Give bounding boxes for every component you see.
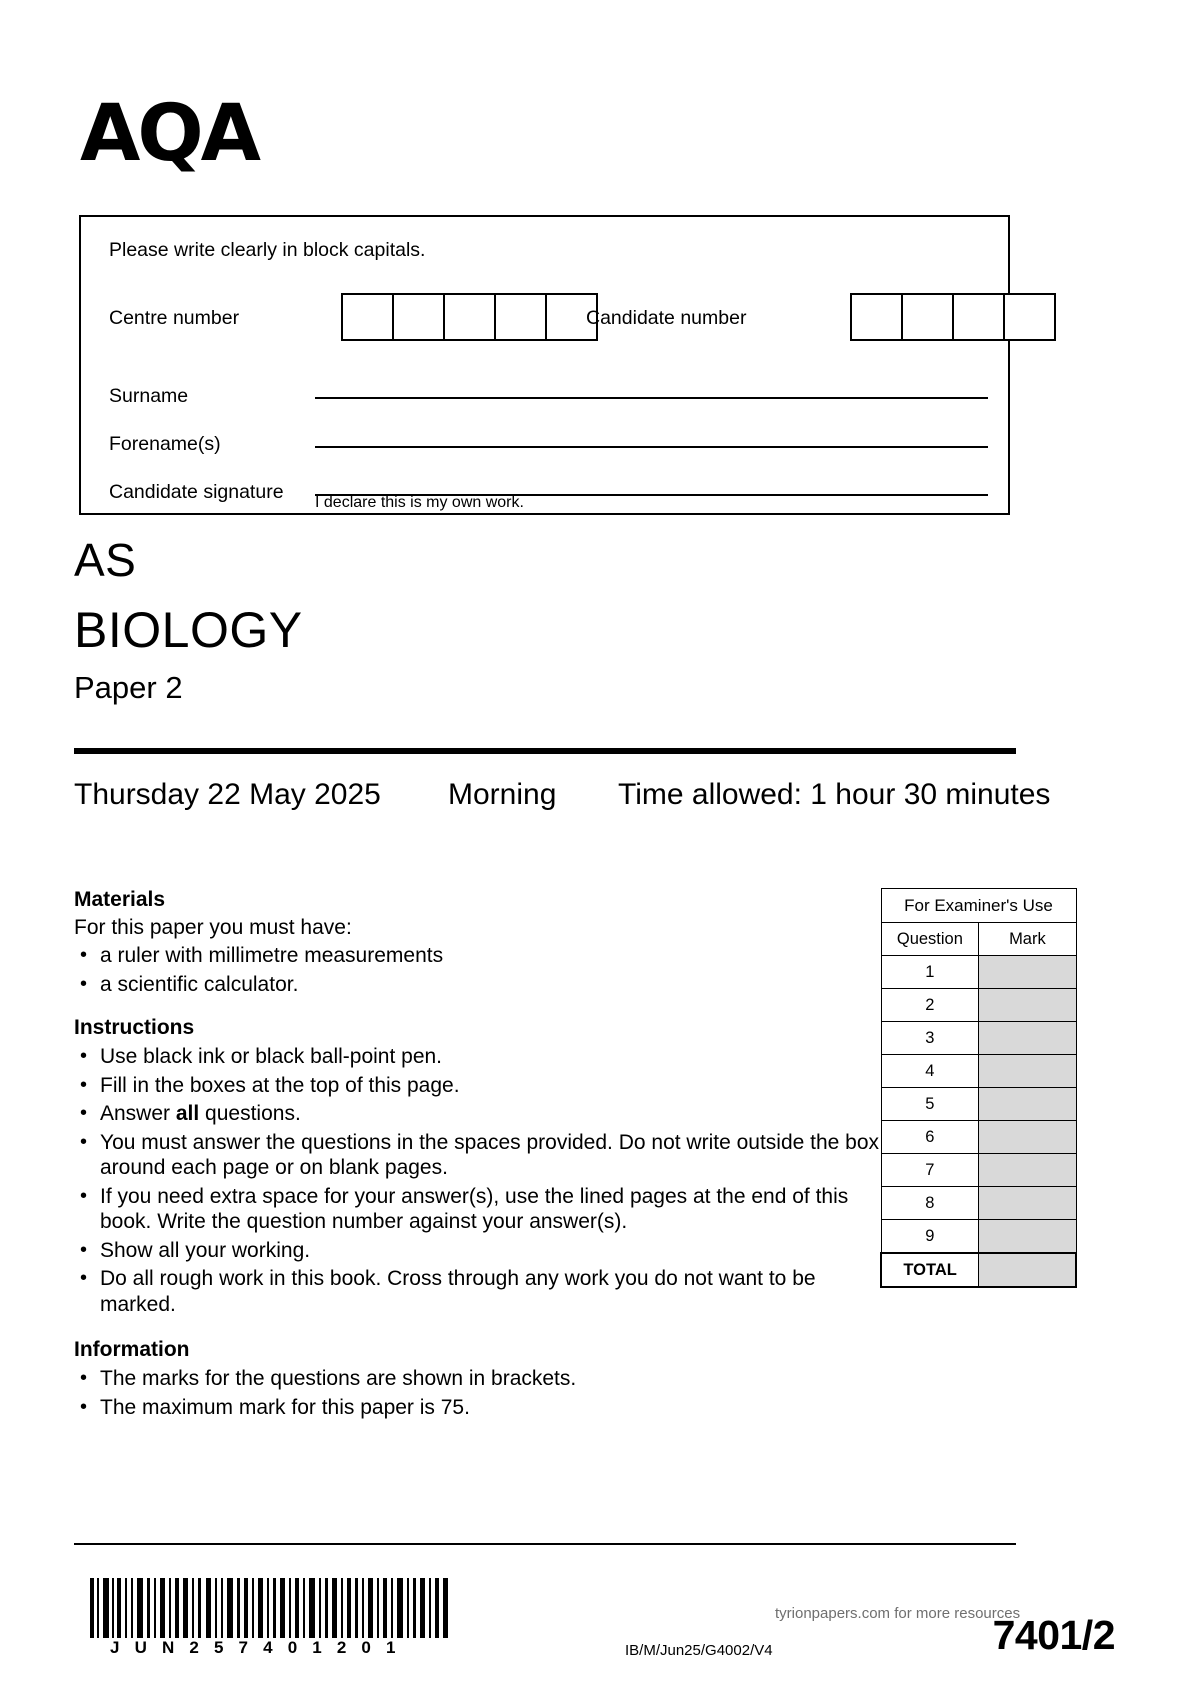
mark-cell[interactable] [979,1154,1076,1187]
exam-date: Thursday 22 May 2025 [74,778,381,811]
subject-title: BIOLOGY [74,602,303,658]
centre-number-cell[interactable] [494,293,547,341]
watermark-text: tyrionpapers.com for more resources [775,1605,1021,1622]
materials-heading: Materials [74,888,166,911]
forenames-label: Forename(s) [109,433,221,455]
candidate-number-cell[interactable] [952,293,1005,341]
examiner-use-table [880,888,1077,1288]
exam-session: Morning [448,778,557,811]
question-number: 4 [881,1055,979,1088]
question-number: 5 [881,1088,979,1121]
list-item: • a ruler with millimetre measurements [100,943,800,969]
declaration-text: I declare this is my own work. [315,494,524,511]
aqa-logo: AQA [80,89,259,179]
mark-cell[interactable] [979,989,1076,1022]
question-number: 3 [881,1022,979,1055]
examiner-col-question: Question [881,923,979,956]
total-label: TOTAL [881,1253,979,1287]
document-code: IB/M/Jun25/G4002/V4 [625,1642,773,1659]
question-number: 1 [881,956,979,989]
list-item: • Answer all questions. [100,1101,880,1127]
barcode-number: J U N 2 5 7 4 0 1 2 0 1 [110,1638,401,1657]
list-item: • If you need extra space for your answer(s), use the lined pages at the end of this book. Write the question number against your answer(s). [100,1184,880,1235]
list-item: • Do all rough work in this book. Cross through any work you do not want to be marked. [100,1266,880,1317]
total-mark-cell[interactable] [979,1253,1076,1287]
information-heading: Information [74,1338,190,1361]
question-number: 7 [881,1154,979,1187]
list-item: • Use black ink or black ball-point pen. [100,1044,880,1070]
mark-cell[interactable] [979,1055,1076,1088]
question-number: 8 [881,1187,979,1220]
list-item: • Fill in the boxes at the top of this page. [100,1073,880,1099]
header-divider [74,748,1016,754]
mark-cell[interactable] [979,1121,1076,1154]
block-capitals-instruction: Please write clearly in block capitals. [109,239,426,261]
question-number: 6 [881,1121,979,1154]
information-list [74,1366,800,1423]
mark-cell[interactable] [979,1088,1076,1121]
candidate-number-cell[interactable] [1003,293,1056,341]
candidate-details-box [79,215,1010,515]
paper-number: Paper 2 [74,670,183,705]
surname-field[interactable] [315,397,988,399]
instructions-list [74,1044,880,1320]
mark-cell[interactable] [979,1220,1076,1254]
materials-list [74,943,800,1000]
question-number: 9 [881,1220,979,1254]
instructions-heading: Instructions [74,1016,195,1039]
exam-time-allowed: Time allowed: 1 hour 30 minutes [618,778,1051,811]
examiner-col-mark: Mark [979,923,1076,956]
examiner-table-title: For Examiner's Use [881,889,1076,923]
candidate-number-input[interactable] [850,293,1056,341]
centre-number-cell[interactable] [341,293,394,341]
list-item: • The marks for the questions are shown in brackets. [100,1366,800,1392]
mark-cell[interactable] [979,1187,1076,1220]
materials-intro: For this paper you must have: [74,916,352,939]
centre-number-cell[interactable] [443,293,496,341]
mark-cell[interactable] [979,956,1076,989]
list-item: • a scientific calculator. [100,972,800,998]
candidate-signature-label: Candidate signature [109,481,284,503]
barcode [88,1578,450,1638]
centre-number-label: Centre number [109,307,240,329]
question-number: 2 [881,989,979,1022]
candidate-number-cell[interactable] [850,293,903,341]
qualification-level: AS [74,534,137,586]
forenames-field[interactable] [315,446,988,448]
list-item: • Show all your working. [100,1238,880,1264]
paper-code: 7401/2 [992,1612,1115,1658]
list-item: • The maximum mark for this paper is 75. [100,1395,800,1421]
mark-cell[interactable] [979,1022,1076,1055]
surname-label: Surname [109,385,189,407]
candidate-number-cell[interactable] [901,293,954,341]
centre-number-input[interactable] [341,293,598,341]
list-item: • You must answer the questions in the spaces provided. Do not write outside the box around each page or on blank pages. [100,1130,880,1181]
footer-divider [74,1543,1016,1545]
candidate-number-label: Candidate number [586,307,747,329]
centre-number-cell[interactable] [392,293,445,341]
